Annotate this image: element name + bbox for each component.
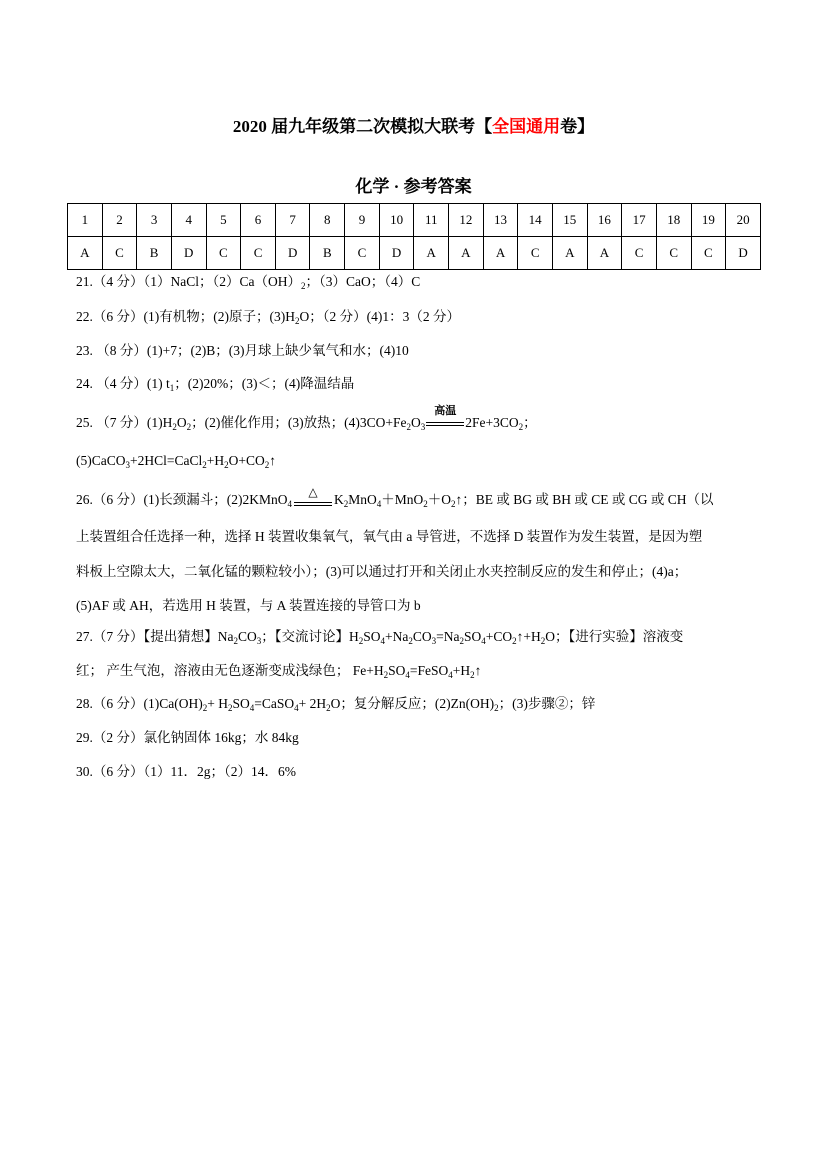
answer-cell: C bbox=[206, 237, 241, 270]
answer-22: 22.（6 分）(1)有机物；(2)原子；$(3)H_2O$；（2 分）(4)1：3（2 分） bbox=[76, 309, 460, 326]
answer-cell: D bbox=[379, 237, 414, 270]
answer-cell: C bbox=[518, 237, 553, 270]
page-subtitle: 化学 · 参考答案 bbox=[355, 177, 472, 196]
answer-23: 23. （8 分）(1)+7；(2)B；(3)月球上缺少氧气和水；(4)10 bbox=[76, 343, 409, 358]
question-number-cell: 10 bbox=[379, 204, 414, 237]
question-number-cell: 2 bbox=[102, 204, 137, 237]
answer-29: 29.（2 分）氯化钠固体 16kg；水 84kg bbox=[76, 730, 299, 745]
question-number-cell: 19 bbox=[691, 204, 726, 237]
question-number-cell: 7 bbox=[275, 204, 310, 237]
answer-30: 30.（6 分）（1）11．2g；（2）14．6% bbox=[76, 764, 296, 779]
answer-row bbox=[68, 237, 761, 270]
answer-25: 25. （7 分）$(1)H_2O_2$；(2)催化作用；(3)放热；$(4)3CO+Fe_2O_3$ 高温 $2Fe+3CO_2$； bbox=[76, 404, 537, 432]
answer-26-line2: 上装置组合任选择一种，选择 H 装置收集氧气，氧气由 a 导管进，不选择 D 装置作为发生装置，是因为塑 bbox=[76, 529, 703, 544]
answer-27-line2: 红； 产生气泡，溶液由无色逐渐变成浅绿色； $Fe+H_2SO_4=FeSO_4+H_2↑$ bbox=[76, 663, 482, 680]
question-number-cell: 15 bbox=[552, 204, 587, 237]
answer-24: 24. （4 分）(1) $t_1$；(2)20%；(3)＜；(4)降温结晶 bbox=[76, 376, 355, 393]
question-number-cell: 1 bbox=[68, 204, 103, 237]
answer-26-line3: 料板上空隙太大，二氧化锰的颗粒较小）；(3)可以通过打开和关闭止水夹控制反应的发生和停止；(4)a； bbox=[76, 564, 688, 579]
answer-25-part5: $(5)CaCO_3+2HCl=CaCl_2+H_2O+CO_2↑$ bbox=[76, 453, 276, 470]
heat-condition: △ bbox=[294, 493, 332, 509]
question-number-cell: 4 bbox=[171, 204, 206, 237]
answer-cell: A bbox=[449, 237, 484, 270]
question-number-cell: 20 bbox=[726, 204, 761, 237]
question-number-cell: 17 bbox=[622, 204, 657, 237]
question-number-cell: 9 bbox=[345, 204, 380, 237]
answer-cell: C bbox=[691, 237, 726, 270]
answer-cell: B bbox=[310, 237, 345, 270]
question-number-cell: 3 bbox=[137, 204, 172, 237]
question-number-cell: 11 bbox=[414, 204, 449, 237]
question-number-cell: 16 bbox=[587, 204, 622, 237]
question-number-cell: 18 bbox=[656, 204, 691, 237]
answer-28: 28.（6 分）$(1)Ca(OH)_2+$ $H_2SO_4=CaSO_4+ 2H_2O$；复分解反应；$(2)Zn(OH)_2$；(3)步骤②；锌 bbox=[76, 696, 596, 713]
page-title: 2020 届九年级第二次模拟大联考【全国通用卷】 bbox=[232, 117, 595, 136]
answer-cell: A bbox=[587, 237, 622, 270]
answer-cell: C bbox=[622, 237, 657, 270]
question-number-cell: 14 bbox=[518, 204, 553, 237]
answer-cell: C bbox=[241, 237, 276, 270]
answer-26-line4: (5)AF 或 AH，若选用 H 装置，与 A 装置连接的导管口为 b bbox=[76, 598, 421, 613]
answer-cell: B bbox=[137, 237, 172, 270]
answer-27: 27.（7 分）【提出猜想】$Na_2CO_3$；【交流讨论】$H_2SO_4+Na_2CO_3=Na_2SO_4+CO_2↑+H_2O$；【进行实验】溶液变 bbox=[76, 629, 684, 646]
question-number-cell: 5 bbox=[206, 204, 241, 237]
question-number-cell: 13 bbox=[483, 204, 518, 237]
answer-cell: D bbox=[275, 237, 310, 270]
answer-cell: D bbox=[726, 237, 761, 270]
answer-cell: D bbox=[171, 237, 206, 270]
answer-26: 26.（6 分）(1)长颈漏斗；(2)2KMnO$_4$ △ $K_2MnO_4+MnO_2+O_2↑$；BE 或 BG 或 BH 或 CE 或 CG 或 CH（以 bbox=[76, 484, 714, 509]
reaction-condition: 高温 bbox=[425, 416, 465, 432]
answer-cell: A bbox=[552, 237, 587, 270]
answer-21: 21.（4 分）（1）NaCl；$(2)Ca(OH)_2$；（3）CaO；（4）C bbox=[76, 274, 421, 291]
answer-cell: A bbox=[483, 237, 518, 270]
answer-cell: A bbox=[414, 237, 449, 270]
answer-cell: C bbox=[656, 237, 691, 270]
answer-table bbox=[67, 203, 761, 270]
answer-cell: C bbox=[102, 237, 137, 270]
question-number-cell: 8 bbox=[310, 204, 345, 237]
answer-cell: A bbox=[68, 237, 103, 270]
question-number-row bbox=[68, 204, 761, 237]
question-number-cell: 6 bbox=[241, 204, 276, 237]
question-number-cell: 12 bbox=[449, 204, 484, 237]
answer-cell: C bbox=[345, 237, 380, 270]
